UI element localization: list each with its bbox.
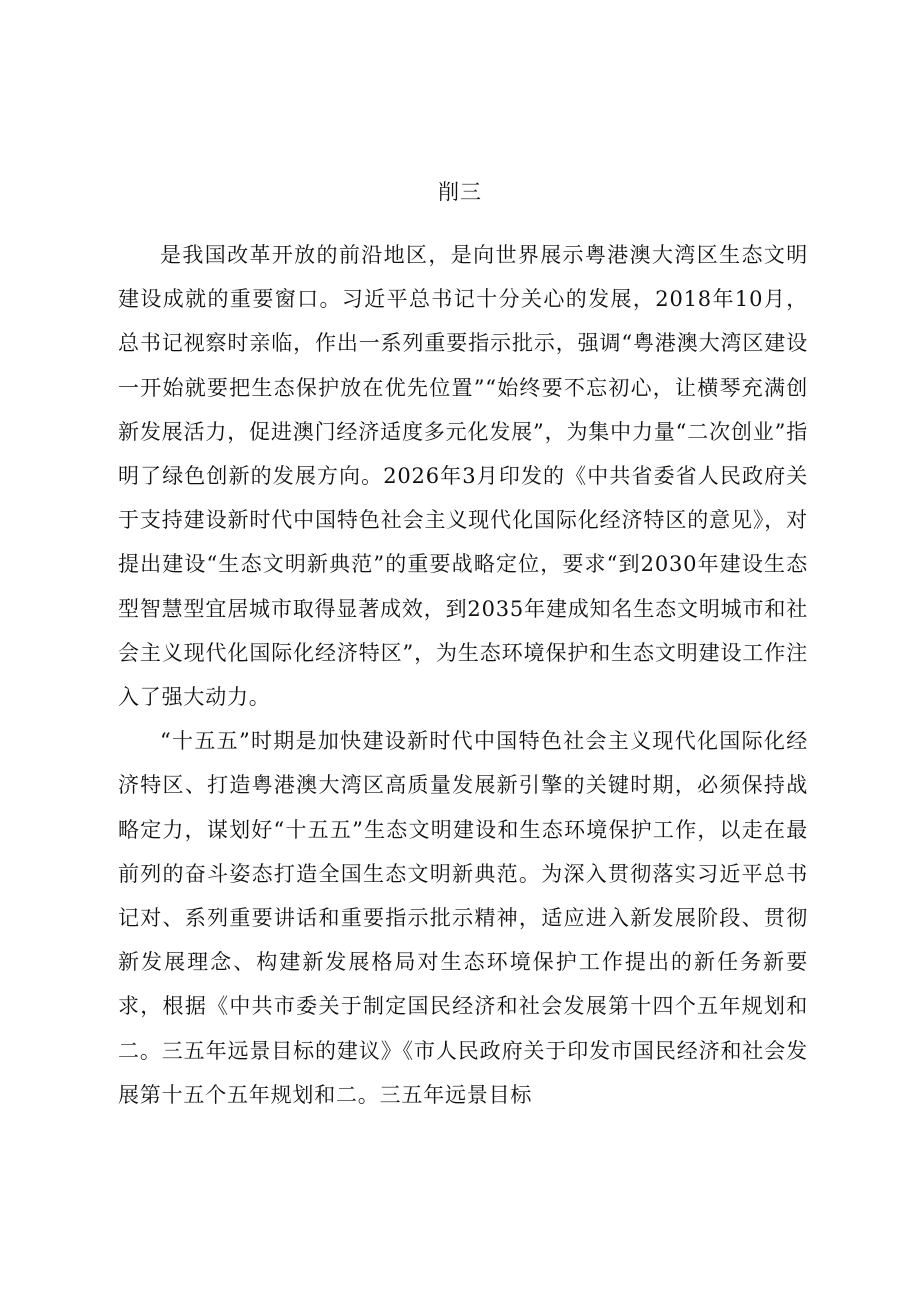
document-body bbox=[118, 233, 808, 1117]
page-title: 削三 bbox=[438, 180, 482, 204]
paragraph-1: 是我国改革开放的前沿地区，是向世界展示粤港澳大湾区生态文明建设成就的重要窗口。习近平总书记十分关心的发展，2018年10月，总书记视察时亲临，作出一系列重要指示批示，强调“粤港澳大湾区建设一开始就要把生态保护放在优先位置”“始终要不忘初心，让横琴充满创新发展活力，促进澳门经济适度多元化发展”，为集中力量“二次创业”指明了绿色创新的发展方向。2026年3月印发的《中共省委省人民政府关于支持建设新时代中国特色社会主义现代化国际化经济特区的意见》，对提出建设“生态文明新典范”的重要战略定位，要求“到2030年建设生态型智慧型宜居城市取得显著成效，到2035年建成知名生态文明城市和社会主义现代化国际化经济特区”，为生态环境保护和生态文明建设工作注入了强大动力。 bbox=[118, 243, 808, 710]
paragraph-2: “十五五”时期是加快建设新时代中国特色社会主义现代化国际化经济特区、打造粤港澳大湾区高质量发展新引擎的关键时期，必须保持战略定力，谋划好“十五五”生态文明建设和生态环境保护工作，以走在最前列的奋斗姿态打造全国生态文明新典范。为深入贯彻落实习近平总书记对、系列重要讲话和重要指示批示精神，适应进入新发展阶段、贯彻新发展理念、构建新发展格局对生态环境保护工作提出的新任务新要求，根据《中共市委关于制定国民经济和社会发展第十四个五年规划和二。三五年远景目标的建议》《市人民政府关于印发市国民经济和社会发展第十五个五年规划和二。三五年远景目标 bbox=[118, 729, 808, 1107]
